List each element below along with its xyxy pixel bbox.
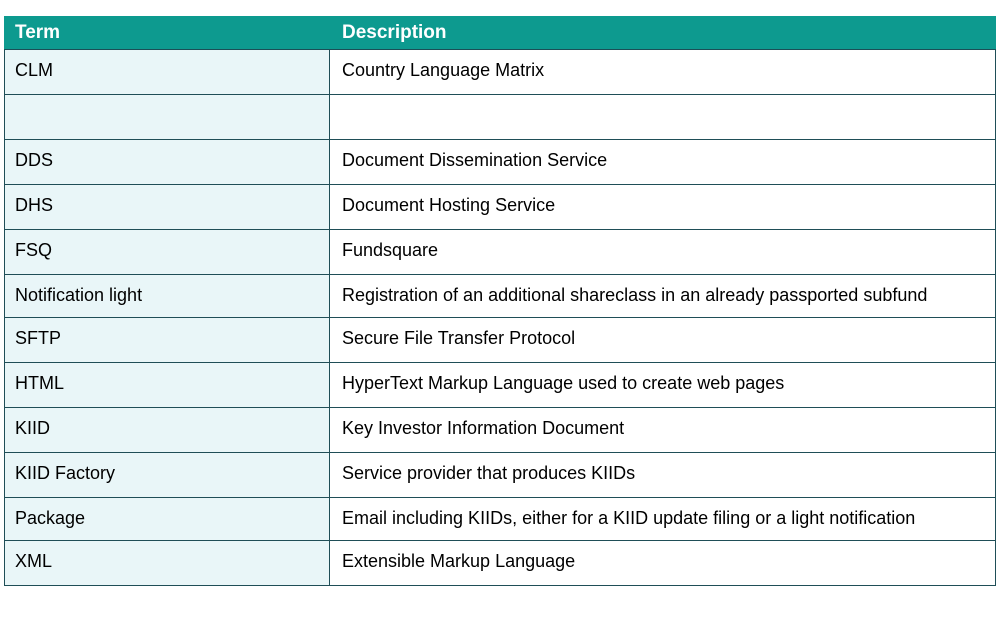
- table-row: [5, 275, 996, 318]
- description-cell: Document Dissemination Service: [330, 140, 996, 185]
- description-cell: Registration of an additional shareclass in an already passported subfund: [330, 275, 996, 318]
- description-cell: Fundsquare: [330, 230, 996, 275]
- glossary-header: [5, 17, 996, 50]
- term-cell: DHS: [5, 185, 330, 230]
- description-cell: Email including KIIDs, either for a KIID update filing or a light notification: [330, 498, 996, 541]
- term-cell: [5, 95, 330, 140]
- description-cell: Document Hosting Service: [330, 185, 996, 230]
- description-cell: [330, 95, 996, 140]
- table-row: [5, 50, 996, 95]
- term-cell: XML: [5, 541, 330, 586]
- table-row: [5, 140, 996, 185]
- table-row: [5, 318, 996, 363]
- term-cell: CLM: [5, 50, 330, 95]
- description-cell: Service provider that produces KIIDs: [330, 453, 996, 498]
- description-cell: HyperText Markup Language used to create web pages: [330, 363, 996, 408]
- glossary-table: [4, 16, 996, 586]
- term-cell: SFTP: [5, 318, 330, 363]
- table-row: [5, 541, 996, 586]
- table-row: [5, 408, 996, 453]
- term-cell: KIID: [5, 408, 330, 453]
- table-row: [5, 230, 996, 275]
- description-cell: Secure File Transfer Protocol: [330, 318, 996, 363]
- table-row: [5, 453, 996, 498]
- table-row: [5, 185, 996, 230]
- description-cell: Key Investor Information Document: [330, 408, 996, 453]
- term-cell: Package: [5, 498, 330, 541]
- term-cell: FSQ: [5, 230, 330, 275]
- term-cell: DDS: [5, 140, 330, 185]
- table-row: [5, 95, 996, 140]
- header-row: [5, 17, 996, 50]
- table-row: [5, 363, 996, 408]
- header-term: Term: [5, 17, 330, 50]
- header-description: Description: [330, 17, 996, 50]
- term-cell: KIID Factory: [5, 453, 330, 498]
- term-cell: HTML: [5, 363, 330, 408]
- glossary-body: [5, 50, 996, 586]
- table-row: [5, 498, 996, 541]
- description-cell: Extensible Markup Language: [330, 541, 996, 586]
- term-cell: Notification light: [5, 275, 330, 318]
- description-cell: Country Language Matrix: [330, 50, 996, 95]
